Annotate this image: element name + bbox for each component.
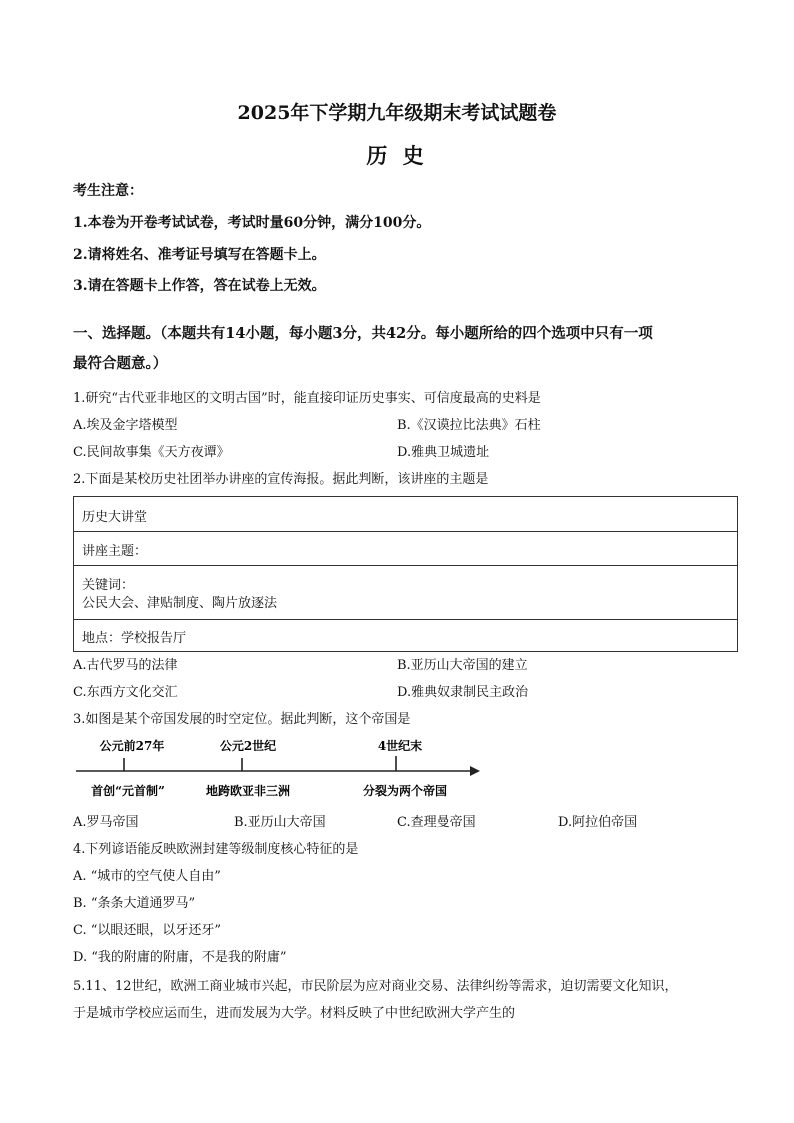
timeline-event-1: 首创“元首制”: [91, 784, 165, 798]
notice-heading: 考生注意：: [73, 183, 143, 199]
q3-option-d[interactable]: D.阿拉伯帝国: [558, 815, 638, 830]
q4-option-a[interactable]: A. “城市的空气使人自由”: [73, 869, 221, 884]
empire-timeline: [70, 734, 490, 804]
exam-title: 2025年下学期九年级期末考试试题卷: [237, 102, 557, 124]
question-1-stem: 1.研究“古代亚非地区的文明古国”时，能直接印证历史事实、可信度最高的史料是: [73, 391, 541, 406]
timeline-date-3: 4世纪末: [377, 739, 423, 753]
notice-item: 3.请在答题卡上作答，答在试卷上无效。: [73, 278, 326, 294]
section-heading-cont: 最符合题意。）: [73, 355, 168, 372]
poster-title: 历史大讲堂: [82, 510, 148, 525]
q2-option-b[interactable]: B.亚历山大帝国的建立: [397, 658, 528, 673]
q2-option-c[interactable]: C.东西方文化交汇: [73, 685, 178, 700]
poster-location: 地点：学校报告厅: [82, 631, 187, 646]
poster-divider: [74, 565, 737, 566]
poster-keywords-label: 关键词：: [82, 578, 135, 593]
poster-keywords: 公民大会、津贴制度、陶片放逐法: [82, 596, 278, 611]
poster-topic: 讲座主题：: [82, 544, 148, 559]
q4-option-c[interactable]: C. “以眼还眼，以牙还牙”: [73, 923, 222, 938]
timeline-date-2: 公元2世纪: [219, 739, 277, 753]
q1-option-c[interactable]: C.民间故事集《天方夜谭》: [73, 445, 230, 460]
q3-option-c[interactable]: C.查理曼帝国: [397, 815, 476, 830]
timeline-event-2: 地跨欧亚非三洲: [205, 784, 291, 798]
q1-option-d[interactable]: D.雅典卫城遗址: [397, 445, 490, 460]
timeline-event-3: 分裂为两个帝国: [362, 784, 448, 798]
q2-option-a[interactable]: A.古代罗马的法律: [73, 658, 178, 673]
subject-title: 历 史: [366, 143, 428, 168]
q3-option-a[interactable]: A.罗马帝国: [73, 815, 139, 830]
q1-option-b[interactable]: B.《汉谟拉比法典》石柱: [397, 418, 541, 433]
timeline-date-1: 公元前27年: [99, 739, 165, 753]
q4-option-b[interactable]: B. “条条大道通罗马”: [73, 896, 196, 911]
question-2-stem: 2.下面是某校历史社团举办讲座的宣传海报。据此判断，该讲座的主题是: [73, 472, 489, 487]
q2-option-d[interactable]: D.雅典奴隶制民主政治: [397, 685, 529, 700]
poster-divider: [74, 531, 737, 532]
q4-option-d[interactable]: D. “我的附庸的附庸，不是我的附庸”: [73, 950, 287, 965]
q1-option-a[interactable]: A.埃及金字塔模型: [73, 418, 178, 433]
q3-option-b[interactable]: B.亚历山大帝国: [234, 815, 326, 830]
question-3-stem: 3.如图是某个帝国发展的时空定位。据此判断，这个帝国是: [73, 712, 411, 727]
question-5-stem: 5.11、12世纪，欧洲工商业城市兴起，市民阶层为应对商业交易、法律纠纷等需求，迫切需要文化知识，: [73, 979, 678, 994]
notice-item: 2.请将姓名、准考证号填写在答题卡上。: [73, 247, 326, 263]
question-5-stem-cont: 于是城市学校应运而生，进而发展为大学。材料反映了中世纪欧洲大学产生的: [73, 1006, 516, 1021]
lecture-poster-table: [73, 496, 738, 652]
question-4-stem: 4.下列谚语能反映欧洲封建等级制度核心特征的是: [73, 842, 359, 857]
section-heading: 一、选择题。（本题共有14小题，每小题3分，共42分。每小题所给的四个选项中只有一项: [73, 325, 653, 342]
timeline-arrow-icon: [470, 766, 480, 776]
poster-divider: [74, 619, 737, 620]
notice-item: 1.本卷为开卷考试试卷，考试时量60分钟，满分100分。: [73, 215, 431, 231]
